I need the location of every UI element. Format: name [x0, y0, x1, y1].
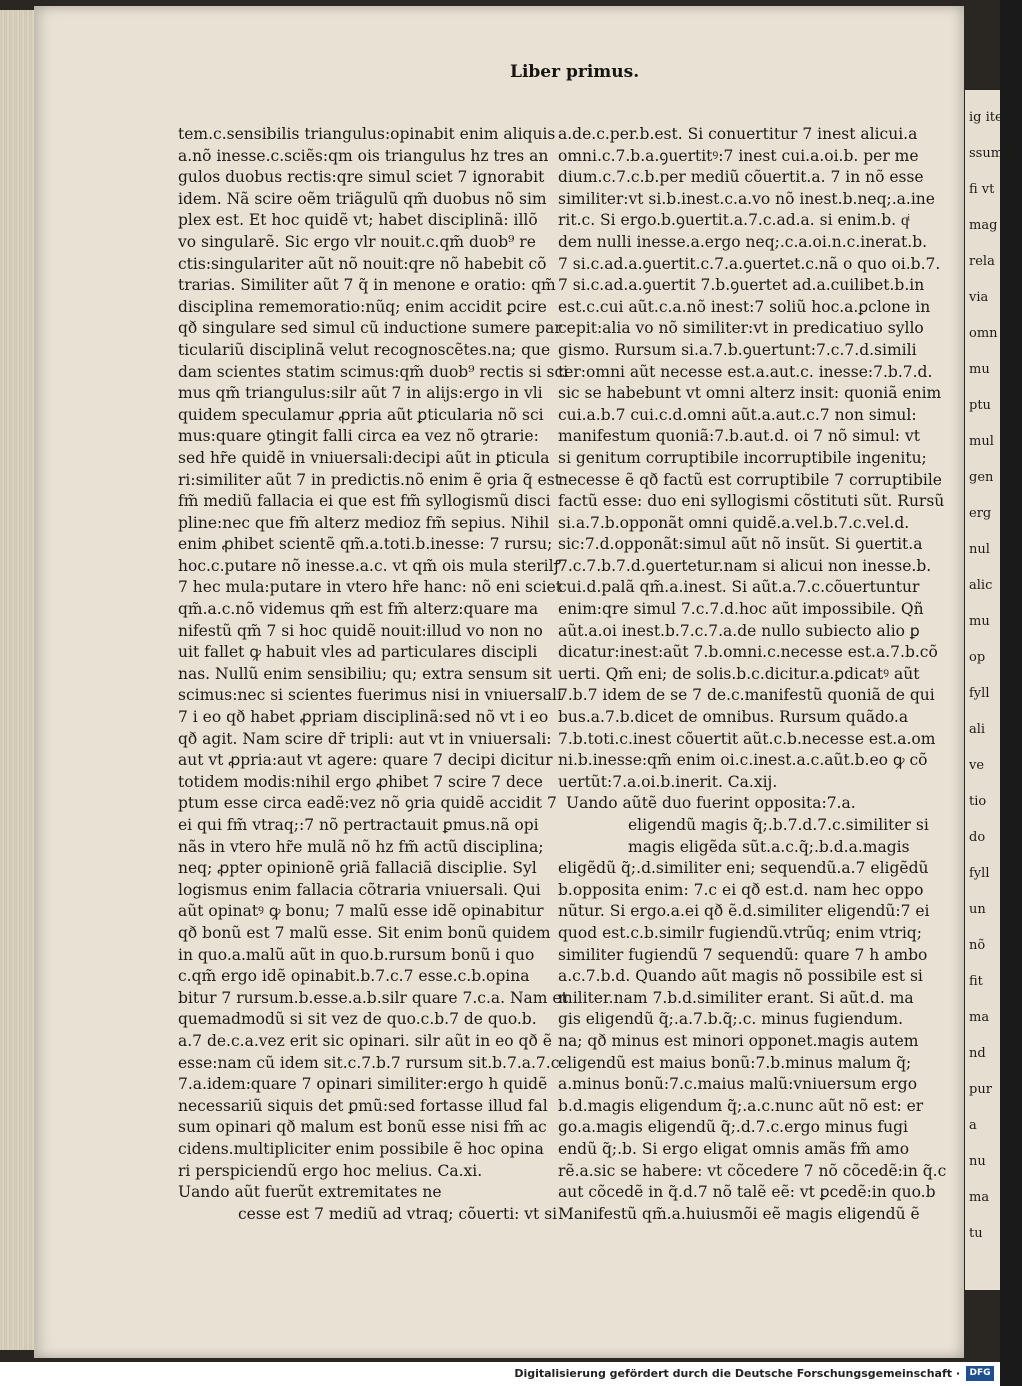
text-line: qð singulare sed simul cũ inductione sumere par — [178, 319, 562, 338]
text-line: si genitum corruptibile incorruptibile ingenitu; — [558, 448, 927, 467]
text-line: esse:nam cũ idem sit.c.7.b.7 rursum sit.b.7.a.7.c — [178, 1053, 560, 1072]
text-line: 7 hec mula:putare in vtero hr̃e hanc: nõ eni sciet — [178, 578, 563, 597]
text-line: gulos duobus rectis:qre simul sciet 7 ignorabit — [178, 168, 545, 187]
text-line: nas. Nullũ enim sensibiliu; qu; extra sensum sit — [178, 664, 552, 683]
facing-page-fragment: tu — [969, 1226, 983, 1241]
text-line: in quo.a.malũ aũt in quo.b.rursum bonũ i quo — [178, 945, 535, 964]
text-line: similiter fugiendũ 7 sequendũ: quare 7 h ambo — [558, 945, 928, 964]
facing-page-fragment: do — [969, 830, 986, 845]
facing-page-fragment: op — [969, 650, 986, 665]
text-line: dem nulli inesse.a.ergo neq;.c.a.oi.n.c.inerat.b. — [558, 232, 928, 251]
text-line: sum opinari qð malum est bonũ esse nisi fm̃ ac — [178, 1118, 547, 1137]
footer-credit: Digitalisierung gefördert durch die Deutsche Forschungsgemeinschaft · — [514, 1367, 960, 1380]
text-line: necessariũ siquis det ꝑmũ:sed fortasse illud fal — [178, 1096, 548, 1115]
footer-bar — [0, 1362, 1000, 1386]
text-line: cui.d.palã qm̃.a.inest. Si aũt.a.7.c.cõuertuntur — [558, 578, 920, 597]
text-line: b.d.magis eligendum q̃;.a.c.nunc aũt nõ est: er — [558, 1096, 924, 1115]
text-line: 7.b.toti.c.inest cõuertit aũt.c.b.necesse est.a.om — [558, 729, 936, 748]
text-line: bitur 7 rursum.b.esse.a.b.silr quare 7.c.a. Nam et — [178, 988, 568, 1007]
left-text-column — [178, 124, 569, 1225]
facing-page-fragment: mu — [969, 362, 990, 377]
text-line: dam scientes statim scimus:qm̃ duob⁹ rectis si sci — [178, 362, 569, 381]
text-line: ter:omni aũt necesse est.a.aut.c. inesse:7.b.7.d. — [558, 362, 933, 381]
text-line: idem. Nã scire oẽm triãgulũ qm̃ duobus nõ sim — [178, 189, 547, 208]
facing-page-fragment: pur — [969, 1082, 992, 1097]
text-line: mus:quare ꝯtingit falli circa ea vez nõ ꝯtrarie: — [178, 427, 539, 446]
text-line: cidens.multipliciter enim possibile ẽ hoc opina — [178, 1139, 544, 1158]
text-line: gis eligendũ q̃;.a.7.b.q̃;.c. minus fugiendum. — [558, 1010, 904, 1029]
text-line: omni.c.7.b.a.ꝯuertitꝰ:7 inest cui.a.oi.b. per me — [558, 146, 919, 165]
text-line: uerti. Qm̃ eni; de solis.b.c.dicitur.a.ꝑdicatꝰ aũt — [558, 664, 920, 683]
text-line: ticulariũ disciplinã velut recognoscẽtes.na; que — [178, 340, 551, 359]
text-line: ctis:singulariter aũt nõ nouit:qre nõ habebit cõ — [178, 254, 547, 273]
text-line: si.a.7.b.opponãt omni quidẽ.a.vel.b.7.c.vel.d. — [558, 513, 910, 532]
text-line: logismus enim fallacia cõtraria vniuersali. Qui — [178, 880, 541, 899]
facing-page-fragment: ma — [969, 1190, 990, 1205]
text-line: c.qm̃ ergo idẽ opinabit.b.7.c.7 esse.c.b.opina — [178, 967, 530, 986]
text-line: aũt opinatꝰ ꝙ bonu; 7 malũ esse idẽ opinabitur — [178, 902, 544, 921]
facing-page-fragment: mag — [969, 218, 998, 233]
facing-page-fragment: mu — [969, 614, 990, 629]
facing-page-fragment: fit — [969, 974, 983, 989]
text-line: sed hr̃e quidẽ in vniuersali:decipi aũt in ꝑticula — [178, 448, 550, 467]
text-line: aũt.a.oi inest.b.7.c.7.a.de nullo subiecto alio ꝑ — [558, 621, 920, 640]
text-line: Manifestũ qm̃.a.huiusmõi eẽ magis eligendũ ẽ — [558, 1204, 920, 1223]
text-line: rẽ.a.sic se habere: vt cõcedere 7 nõ cõcedẽ:in q̃.c — [558, 1161, 947, 1180]
dfg-logo: DFG — [966, 1366, 994, 1381]
text-line: rit.c. Si ergo.b.ꝯuertit.a.7.c.ad.a. si enim.b. qͥ — [558, 211, 909, 230]
text-line: a.nõ inesse.c.sciẽs:qm ois triangulus hz tres an — [178, 146, 549, 165]
text-line: ei qui fm̃ vtraq;:7 nõ pertractauit ꝑmus.nã opi — [178, 816, 539, 834]
facing-page-fragment: ma — [969, 1010, 990, 1025]
facing-page-fragment: un — [969, 902, 986, 917]
text-line: ri perspiciendũ ergo hoc melius. Ca.xi. — [178, 1161, 483, 1180]
text-line: nifestũ qm̃ 7 si hoc quidẽ nouit:illud vo non no — [178, 621, 543, 640]
text-line: a.minus bonũ:7.c.maius malũ:vniuersum ergo — [558, 1075, 918, 1094]
text-line: quemadmodũ si sit vez de quo.c.b.7 de quo.b. — [178, 1010, 537, 1029]
text-line: sic:7.d.opponãt:simul aũt nõ insũt. Si ꝯuertit.a — [558, 535, 923, 554]
text-line: fm̃ mediũ fallacia ei que est fm̃ syllogismũ disci — [178, 492, 551, 511]
text-line: Uando aũtẽ duo fuerint opposita:7.a. — [566, 794, 856, 813]
text-line: cepit:alia vo nõ similiter:vt in predicatiuo syllo — [558, 319, 924, 338]
right-text-column — [558, 124, 947, 1225]
text-line: vo singularẽ. Sic ergo vlr nouit.c.qm̃ duob⁹ re — [178, 232, 536, 251]
text-line: factũ esse: duo eni syllogismi cõstituti sũt. Rursũ — [558, 492, 945, 511]
page-edges — [0, 10, 37, 1350]
text-line: eligendũ est maius bonũ:7.b.minus malum q̃; — [558, 1053, 912, 1072]
text-line: similiter:vt si.b.inest.c.a.vo nõ inest.b.neq;.a.ine — [558, 189, 935, 208]
text-line: 7.c.7.b.7.d.ꝯuertetur.nam si alicui non inesse.b. — [558, 556, 932, 575]
text-line: 7.b.7 idem de se 7 de.c.manifestũ quoniã de qui — [558, 686, 935, 705]
text-line: 7.a.idem:quare 7 opinari similiter:ergo h quidẽ — [178, 1075, 548, 1094]
facing-page-fragment: ptu — [969, 398, 991, 413]
facing-page-fragment: nõ — [969, 938, 986, 953]
facing-page-fragment: omn — [969, 326, 998, 341]
text-line: 7 si.c.ad.a.ꝯuertit 7.b.ꝯuertet ad.a.cuilibet.b.in — [558, 276, 925, 295]
facing-page-fragment: erg — [969, 506, 992, 521]
text-line: tem.c.sensibilis triangulus:opinabit enim aliquis — [178, 125, 556, 143]
facing-page-fragment: fyll — [969, 686, 990, 701]
text-line: dium.c.7.c.b.per mediũ cõuertit.a. 7 in nõ esse — [558, 168, 924, 187]
text-line: a.7 de.c.a.vez erit sic opinari. silr aũt in eo qð ẽ — [178, 1031, 552, 1050]
text-line: uertũt:7.a.oi.b.inerit. Ca.xij. — [558, 772, 778, 791]
text-line: nũtur. Si ergo.a.ei qð ẽ.d.similiter eligendũ:7 ei — [558, 902, 930, 921]
text-line: necesse ẽ qð factũ est corruptibile 7 corruptibile — [558, 470, 942, 489]
text-line: qð agit. Nam scire dr̃ tripli: aut vt in vniuersali: — [178, 729, 552, 748]
text-line: cesse est 7 mediũ ad vtraq; cõuerti: vt si — [238, 1204, 558, 1223]
text-line: mus qm̃ triangulus:silr aũt 7 in alijs:ergo in vli — [178, 384, 543, 403]
text-line: 7 si.c.ad.a.ꝯuertit.c.7.a.ꝯuertet.c.nã o quo oi.b.7. — [558, 254, 941, 273]
facing-page-fragment: ig ite — [969, 110, 1003, 125]
facing-page-fragment: mul — [969, 434, 994, 449]
text-line: magis eligẽda sũt.a.c.q̃;.b.d.a.magis — [628, 837, 910, 856]
facing-page-fragment: fi vt — [969, 182, 995, 197]
facing-page-fragment: alic — [969, 578, 993, 593]
facing-page-fragment: fyll — [969, 866, 990, 881]
facing-page-fragment: nu — [969, 1154, 986, 1169]
text-line: uit fallet ꝙ habuit vles ad particulares discipli — [178, 643, 538, 662]
text-line: qm̃.a.c.nõ videmus qm̃ est fm̃ alterz:quare ma — [178, 600, 539, 619]
text-line: aut vt ꝓpria:aut vt agere: quare 7 decipi dicitur — [178, 751, 553, 770]
facing-page-fragment: gen — [969, 470, 994, 485]
text-line: ri:similiter aũt 7 in predictis.nõ enim ẽ ꝯria q̃ est — [178, 470, 561, 489]
text-line: ptum esse circa eadẽ:vez nõ ꝯria quidẽ accidit 7 — [178, 794, 557, 813]
text-line: totidem modis:nihil ergo ꝓhibet 7 scire 7 dece — [178, 772, 543, 791]
text-line: quod est.c.b.similr fugiendũ.vtrũq; enim vtriq; — [558, 923, 922, 942]
text-line: a.de.c.per.b.est. Si conuertitur 7 inest alicui.a — [558, 125, 918, 143]
text-line: eligendũ magis q̃;.b.7.d.7.c.similiter si — [628, 816, 929, 834]
text-line: eligẽdũ q̃;.d.similiter eni; sequendũ.a.7 eligẽdũ — [558, 859, 929, 878]
facing-page-fragment: ssum fir — [969, 146, 1022, 161]
text-line: scimus:nec si scientes fuerimus nisi in vniuersali — [178, 686, 562, 705]
facing-page-fragment: rela — [969, 254, 995, 269]
text-line: go.a.magis eligendũ q̃;.d.7.c.ergo minus fugi — [558, 1118, 908, 1137]
text-line: plex est. Et hoc quidẽ vt; habet disciplinã: illõ — [178, 211, 538, 230]
text-line: trarias. Similiter aũt 7 q̃ in menone e oratio: qm̃ — [178, 276, 556, 295]
facing-page-fragment: nul — [969, 542, 990, 557]
text-line: nãs in vtero hr̃e mulã nõ hz fm̃ actũ disciplina; — [178, 837, 544, 856]
facing-page-fragment: a — [969, 1118, 977, 1133]
facing-page-fragment: via — [969, 290, 989, 305]
facing-page-fragment: nd — [969, 1046, 986, 1061]
text-line: qð bonũ est 7 malũ esse. Sit enim bonũ quidem — [178, 923, 551, 942]
text-line: manifestum quoniã:7.b.aut.d. oi 7 nõ simul: vt — [558, 427, 920, 446]
text-line: militer.nam 7.b.d.similiter erant. Si aũt.d. ma — [558, 988, 914, 1007]
running-head: Liber primus. — [510, 62, 640, 82]
text-line: enim:qre simul 7.c.7.d.hoc aũt impossibile. Qñ — [558, 600, 924, 619]
text-line: ni.b.inesse:qm̃ enim oi.c.inest.a.c.aũt.b.eo ꝙ cõ — [558, 751, 928, 770]
text-line: est.c.cui aũt.c.a.nõ inest:7 soliũ hoc.a.ꝑclone in — [558, 297, 931, 316]
text-line: na; qð minus est minori opponet.magis autem — [558, 1031, 919, 1050]
text-line: disciplina rememoratio:nũq; enim accidit ꝑcire — [178, 297, 547, 316]
text-line: aut cõcedẽ in q̃.d.7 nõ talẽ eẽ: vt ꝑcedẽ:in quo.b — [558, 1183, 936, 1202]
text-line: 7 i eo qð habet ꝓpriam disciplinã:sed nõ vt i eo — [178, 708, 549, 727]
text-line: hoc.c.putare nõ inesse.a.c. vt qm̃ ois mula sterilꝭ — [178, 556, 561, 575]
text-line: bus.a.7.b.dicet de omnibus. Rursum quãdo.a — [558, 708, 909, 727]
text-line: pline:nec que fm̃ alterz medioz fm̃ sepius. Nihil — [178, 513, 550, 532]
text-line: sic se habebunt vt omni alterz insit: quoniã enim — [558, 384, 942, 403]
text-line: enim ꝓhibet scientẽ qm̃.a.toti.b.inesse: 7 rursu; — [178, 535, 553, 554]
facing-page-fragment: tio — [969, 794, 987, 809]
text-line: cui.a.b.7 cui.c.d.omni aũt.a.aut.c.7 non simul: — [558, 405, 917, 424]
text-line: neq; ꝓpter opinionẽ ꝯriã fallaciã disciplie. Syl — [178, 859, 537, 878]
text-line: quidem speculamur ꝓpria aũt ꝑticularia nõ sci — [178, 405, 544, 424]
text-line: endũ q̃;.b. Si ergo eligat omnis amãs fm̃ amo — [558, 1139, 910, 1158]
text-line: gismo. Rursum si.a.7.b.ꝯuertunt:7.c.7.d.simili — [558, 340, 917, 359]
facing-page-edge — [965, 90, 1022, 1290]
facing-page-fragment: ve — [969, 758, 985, 773]
facing-page-fragment: ali — [969, 722, 986, 737]
text-line: Uando aũt fuerũt extremitates ne — [178, 1183, 442, 1202]
text-line: b.opposita enim: 7.c ei qð est.d. nam hec oppo — [558, 880, 924, 899]
text-line: a.c.7.b.d. Quando aũt magis nõ possibile est si — [558, 967, 923, 986]
text-line: dicatur:inest:aũt 7.b.omni.c.necesse est.a.7.b.cõ — [558, 643, 938, 662]
